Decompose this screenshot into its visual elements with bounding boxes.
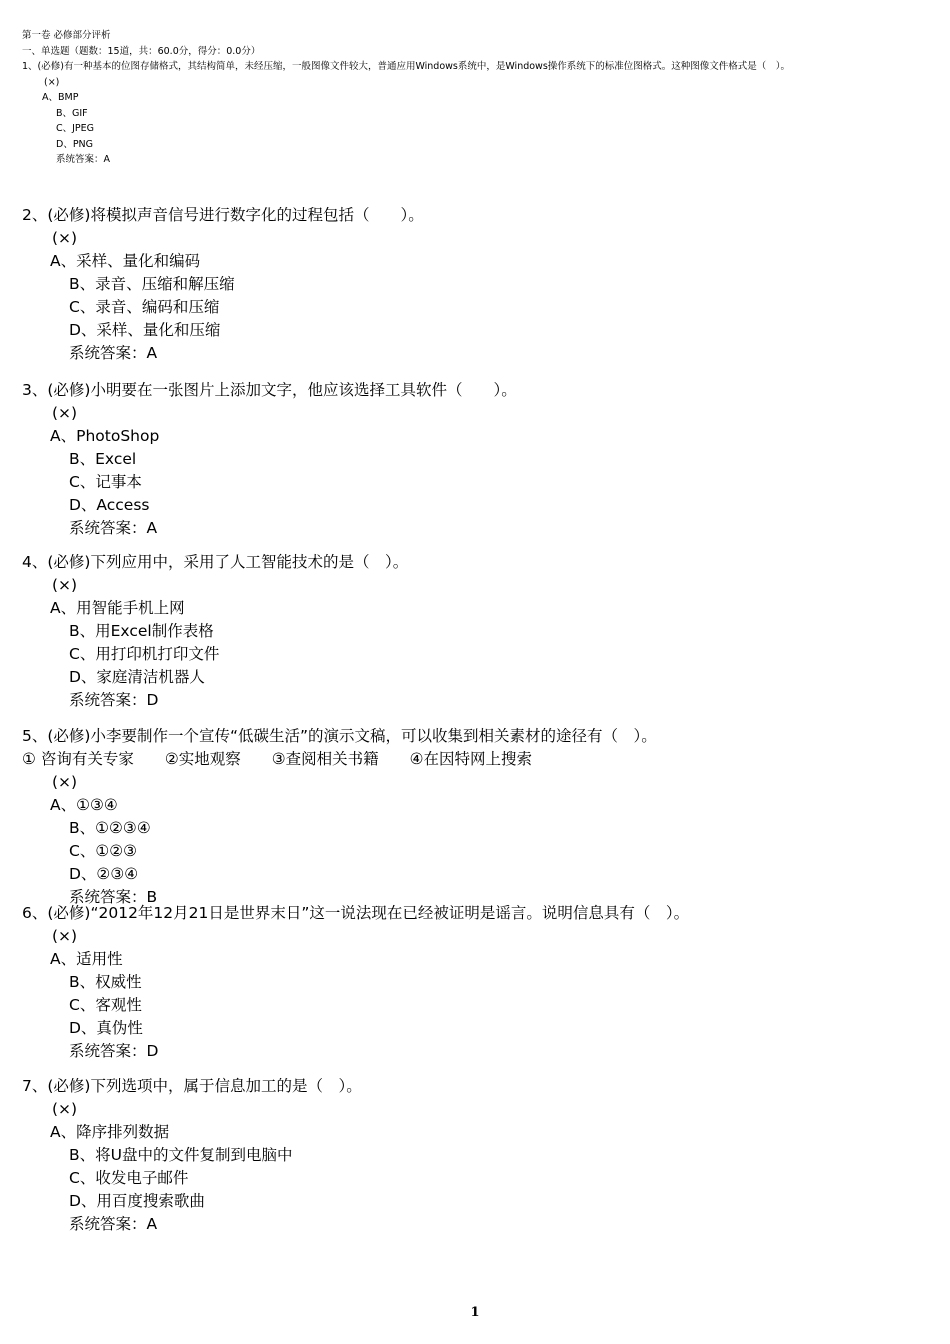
question-7-answer: 系统答案：A <box>69 1215 158 1233</box>
volume-title: 第一卷 必修部分评析 <box>22 30 111 41</box>
question-6 <box>22 902 932 1063</box>
question-5-option-b: B、①②③④ <box>69 819 151 837</box>
question-4-stem: 4、(必修)下列应用中，采用了人工智能技术的是（ ）。 <box>22 553 409 571</box>
question-5-result-mark: (×) <box>52 773 78 791</box>
question-3-option-a: A、PhotoShop <box>50 427 160 445</box>
page-number: 1 <box>470 1305 480 1320</box>
question-6-result-mark: (×) <box>52 927 78 945</box>
question-2-result-mark: (×) <box>52 229 78 247</box>
question-6-stem: 6、(必修)“2012年12月21日是世界末日”这一说法现在已经被证明是谣言。说明信息具有（ ）。 <box>22 904 690 922</box>
question-7-option-d: D、用百度搜索歌曲 <box>69 1192 205 1210</box>
question-4-option-b: B、用Excel制作表格 <box>69 622 214 640</box>
question-7-option-c: C、收发电子邮件 <box>69 1169 189 1187</box>
question-7-option-a: A、降序排列数据 <box>50 1123 170 1141</box>
question-1-stem: 1、(必修)有一种基本的位图存储格式，其结构简单，未经压缩，一般图像文件较大，普通应用Windows系统中，是Windows操作系统下的标准位图格式。这种图像文件格式是（ ）。 <box>22 61 791 72</box>
question-3-option-c: C、记事本 <box>69 473 142 491</box>
question-3-option-d: D、Access <box>69 496 150 514</box>
question-5-stem: 5、(必修)小李要制作一个宣传“低碳生活”的演示文稿，可以收集到相关素材的途径有（ ）。 <box>22 727 657 745</box>
question-1-option-b: B、GIF <box>56 107 88 119</box>
question-4-option-c: C、用打印机打印文件 <box>69 645 220 663</box>
question-6-option-a: A、适用性 <box>50 950 123 968</box>
question-1-option-c: C、JPEG <box>56 123 95 134</box>
question-2-answer: 系统答案：A <box>69 344 158 362</box>
question-3-option-b: B、Excel <box>69 450 137 468</box>
question-1-option-a: A、BMP <box>42 92 79 103</box>
question-6-option-b: B、权威性 <box>69 973 142 991</box>
question-7 <box>22 1075 932 1236</box>
question-3 <box>22 379 932 540</box>
question-1-answer: 系统答案：A <box>56 154 110 165</box>
question-4-answer: 系统答案：D <box>69 691 159 709</box>
question-5-answer: 系统答案：B <box>69 888 158 906</box>
question-7-option-b: B、将U盘中的文件复制到电脑中 <box>69 1146 293 1164</box>
question-7-stem: 7、(必修)下列选项中，属于信息加工的是（ ）。 <box>22 1077 362 1095</box>
question-5-option-d: D、②③④ <box>69 865 139 883</box>
question-4 <box>22 551 932 712</box>
section-title: 一、单选题（题数：15道，共：60.0分，得分：0.0分） <box>22 45 261 57</box>
question-1-option-d: D、PNG <box>56 138 94 150</box>
question-3-result-mark: (×) <box>52 404 78 422</box>
question-5-option-c: C、①②③ <box>69 842 138 860</box>
header-block <box>22 28 932 168</box>
question-1-result-mark: (×) <box>44 76 60 88</box>
question-2-option-b: B、录音、压缩和解压缩 <box>69 275 235 293</box>
question-6-answer: 系统答案：D <box>69 1042 159 1060</box>
question-7-result-mark: (×) <box>52 1100 78 1118</box>
question-2-option-c: C、录音、编码和压缩 <box>69 298 220 316</box>
question-4-option-a: A、用智能手机上网 <box>50 599 185 617</box>
question-5 <box>22 725 932 909</box>
question-2-stem: 2、(必修)将模拟声音信号进行数字化的过程包括（ ）。 <box>22 206 424 224</box>
question-5-stem-items: ① 咨询有关专家 ②实地观察 ③查阅相关书籍 ④在因特网上搜索 <box>22 750 533 768</box>
question-5-option-a: A、①③④ <box>50 796 118 814</box>
question-4-result-mark: (×) <box>52 576 78 594</box>
question-6-option-d: D、真伪性 <box>69 1019 143 1037</box>
question-4-option-d: D、家庭清洁机器人 <box>69 668 205 686</box>
question-2 <box>22 204 932 365</box>
question-2-option-d: D、采样、量化和压缩 <box>69 321 221 339</box>
question-6-option-c: C、客观性 <box>69 996 142 1014</box>
question-2-option-a: A、采样、量化和编码 <box>50 252 201 270</box>
question-3-stem: 3、(必修)小明要在一张图片上添加文字，他应该选择工具软件（ ）。 <box>22 381 517 399</box>
question-3-answer: 系统答案：A <box>69 519 158 537</box>
